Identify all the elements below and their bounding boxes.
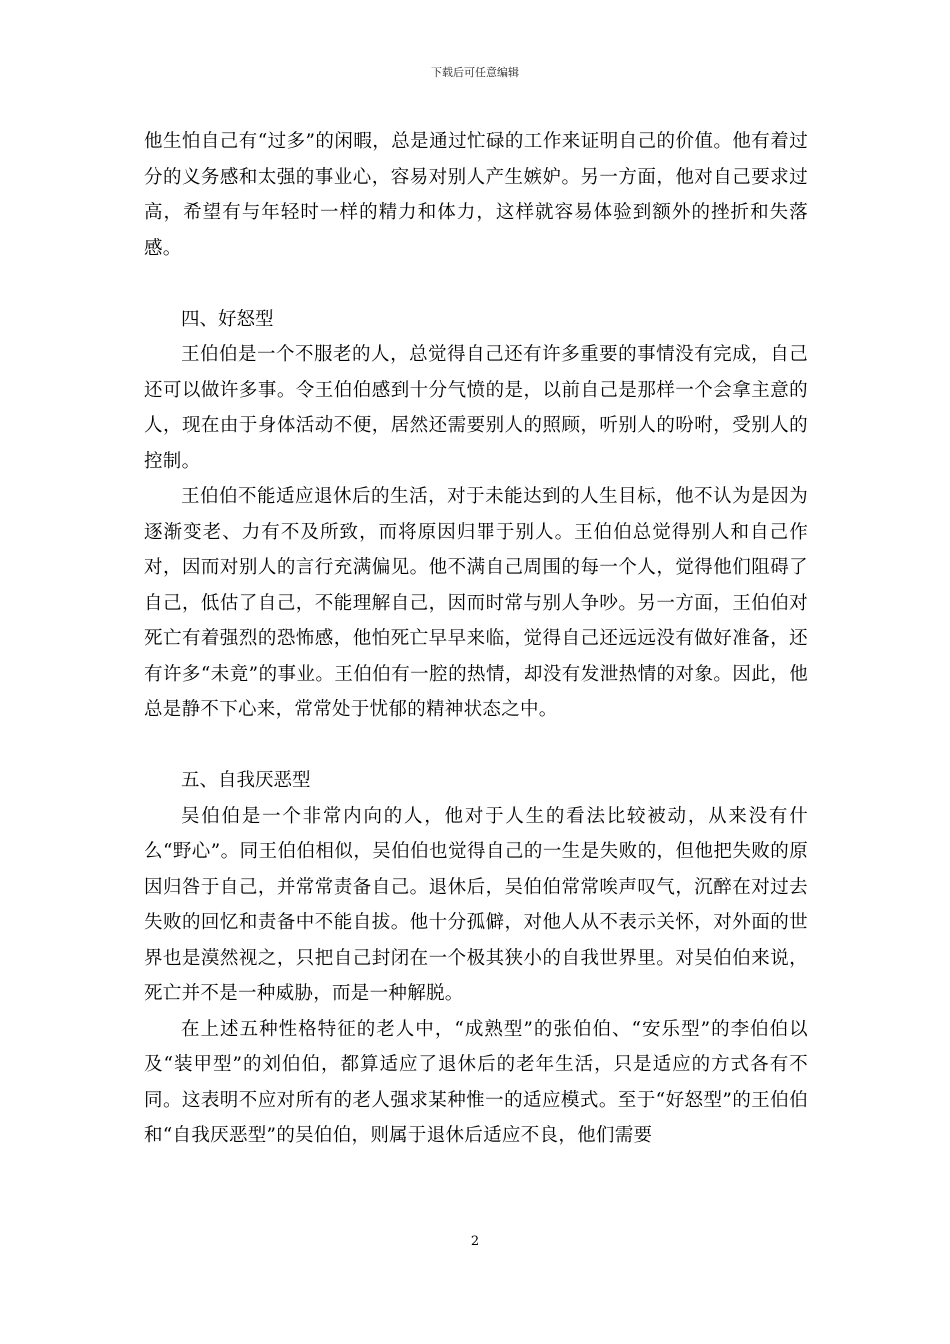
section-heading-five: 五、自我厌恶型 <box>181 770 311 791</box>
section-gap <box>144 266 808 302</box>
paragraph: 王伯伯不能适应退休后的生活，对于未能达到的人生目标，他不认为是因为逐渐变老、力有不及所致，而将原因归罪于别人。王伯伯总觉得别人和自己作对，因而对别人的言行充满偏见。他不满自己周围的每一个人，觉得他们阻碍了自己，低估了自己，不能理解自己，因而时常与别人争吵。另一方面，王伯伯对死亡有着强烈的恐怖感，他怕死亡早早来临，觉得自己还远远没有做好准备，还有许多“未竟”的事业。王伯伯有一腔的热情，却没有发泄热情的对象。因此，他总是静不下心来，常常处于忧郁的精神状态之中。 <box>144 486 808 720</box>
section-heading-four: 四、好怒型 <box>181 308 274 330</box>
paragraph: 王伯伯是一个不服老的人，总觉得自己还有许多重要的事情没有完成，自己还可以做许多事。令王伯伯感到十分气愤的是，以前自己是那样一个会拿主意的人，现在由于身体活动不便，居然还需要别人的照顾，听别人的吩咐，受别人的控制。 <box>144 344 808 472</box>
paragraph: 在上述五种性格特征的老人中，“成熟型”的张伯伯、“安乐型”的李伯伯以及“装甲型”的刘伯伯，都算适应了退休后的老年生活，只是适应的方式各有不同。这表明不应对所有的老人强求某种惟一的适应模式。至于“好怒型”的王伯伯和“自我厌恶型”的吴伯伯，则属于退休后适应不良，他们需要 <box>144 1018 808 1146</box>
page-header: 下载后可任意编辑 <box>431 66 519 79</box>
document-body <box>144 124 808 1154</box>
page-number: 2 <box>470 1234 480 1249</box>
paragraph-continuation: 他生怕自己有“过多”的闲暇，总是通过忙碌的工作来证明自己的价值。他有着过分的义务感和太强的事业心，容易对别人产生嫉妒。另一方面，他对自己要求过高，希望有与年轻时一样的精力和体力，这样就容易体验到额外的挫折和失落感。 <box>144 131 808 259</box>
section-gap <box>144 728 808 764</box>
paragraph: 吴伯伯是一个非常内向的人，他对于人生的看法比较被动，从来没有什么“野心”。同王伯伯相似，吴伯伯也觉得自己的一生是失败的，但他把失败的原因归咎于自己，并常常责备自己。退休后，吴伯伯常常唉声叹气，沉醉在对过去失败的回忆和责备中不能自拔。他十分孤僻，对他人从不表示关怀，对外面的世界也是漠然视之，只把自己封闭在一个极其狭小的自我世界里。对吴伯伯来说，死亡并不是一种威胁，而是一种解脱。 <box>144 805 808 1004</box>
